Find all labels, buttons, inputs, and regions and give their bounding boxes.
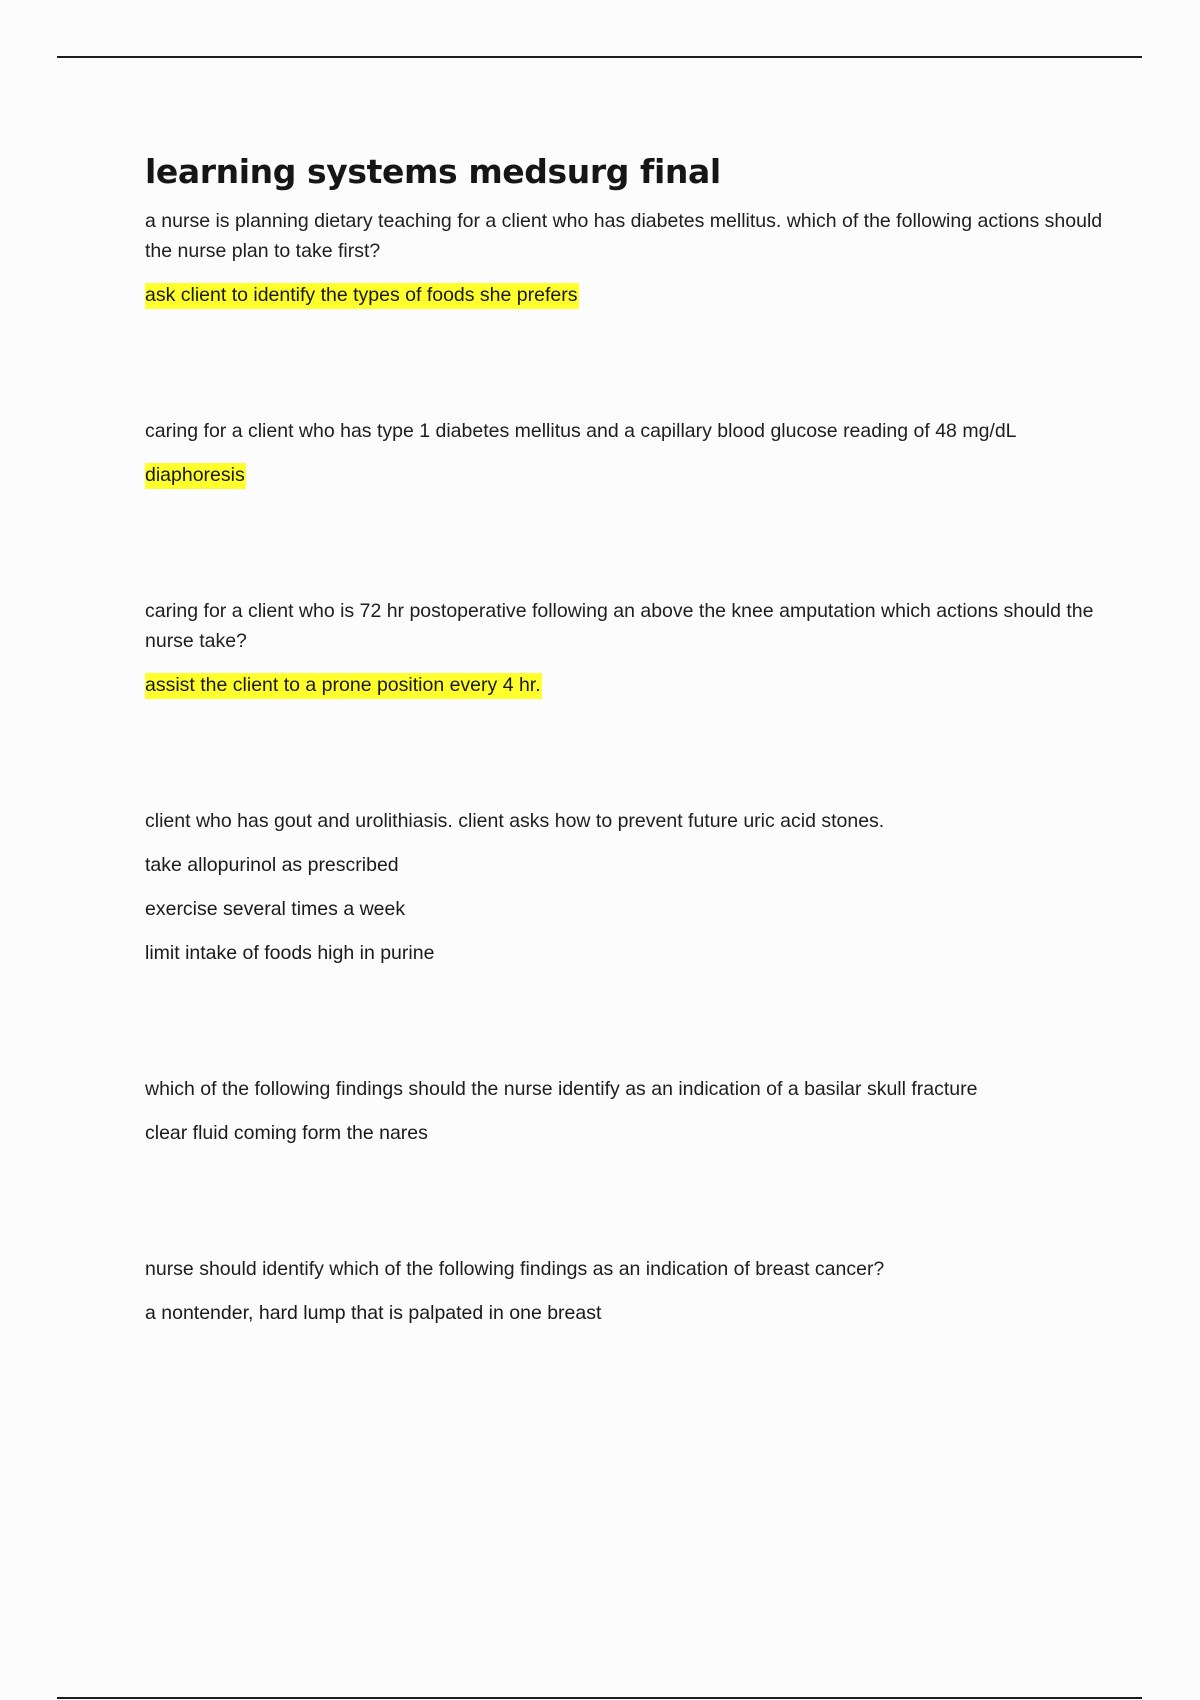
answer-text: a nontender, hard lump that is palpated in one breast [145, 1302, 602, 1324]
question-block [145, 1254, 1105, 1328]
highlighted-answer: assist the client to a prone position every 4 hr. [145, 673, 542, 699]
question-block [145, 416, 1105, 490]
answer-text: clear fluid coming form the nares [145, 1122, 428, 1144]
question-block [145, 596, 1105, 700]
answer-line [145, 460, 1105, 490]
spacer [145, 310, 1105, 416]
question-text: caring for a client who has type 1 diabetes mellitus and a capillary blood glucose reading of 48 mg/dL [145, 420, 1017, 442]
question-text: which of the following findings should the nurse identify as an indication of a basilar skull fracture [145, 1078, 978, 1100]
question-text: nurse should identify which of the following findings as an indication of breast cancer? [145, 1258, 885, 1280]
question-list [145, 206, 1105, 1328]
question-text: a nurse is planning dietary teaching for a client who has diabetes mellitus. which of the following actions should the nurse plan to take first? [145, 210, 1103, 262]
page-top-rule [57, 56, 1142, 58]
answer-line [145, 670, 1105, 700]
spacer [145, 490, 1105, 596]
answer-text: take allopurinol as prescribed [145, 854, 399, 876]
question-text: caring for a client who is 72 hr postoperative following an above the knee amputation which actions should the nurse take? [145, 600, 1094, 652]
answer-text: exercise several times a week [145, 898, 406, 920]
answer-line [145, 938, 1105, 968]
spacer [145, 700, 1105, 806]
question-block [145, 1074, 1105, 1148]
page-bottom-rule [57, 1697, 1142, 1699]
question-block [145, 206, 1105, 310]
question-block [145, 806, 1105, 968]
spacer [145, 1148, 1105, 1254]
answer-line [145, 850, 1105, 880]
document-body [145, 146, 1105, 1328]
document-title: learning systems medsurg final [145, 152, 721, 191]
answer-line [145, 894, 1105, 924]
highlighted-answer: diaphoresis [145, 463, 246, 489]
spacer [145, 968, 1105, 1074]
answer-line [145, 1118, 1105, 1148]
answer-line [145, 280, 1105, 310]
answer-text: limit intake of foods high in purine [145, 942, 435, 964]
highlighted-answer: ask client to identify the types of foods she prefers [145, 283, 579, 309]
question-text: client who has gout and urolithiasis. client asks how to prevent future uric acid stones. [145, 810, 885, 832]
answer-line [145, 1298, 1105, 1328]
